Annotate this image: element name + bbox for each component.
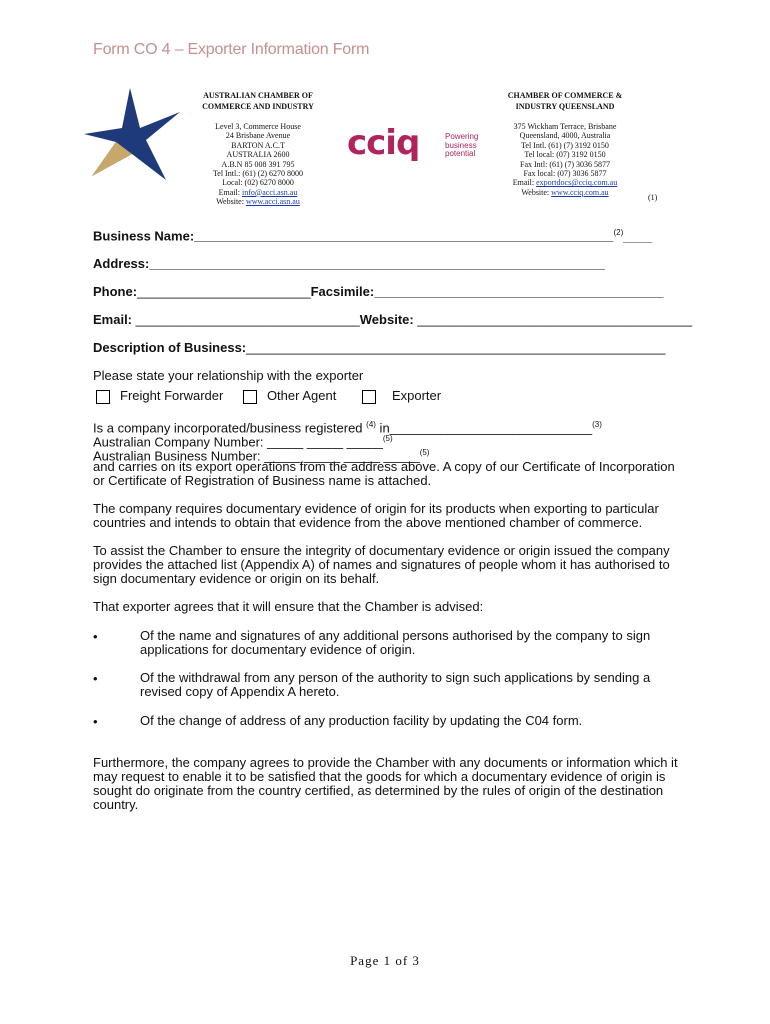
- email-website-row: [93, 312, 692, 327]
- paragraph-4: Furthermore, the company agrees to provide the Chamber with any documents or information which it may request to enable it to be satisfied that the goods for which a documentary evidence of origin is sought do originate from the country certified, as determined by the rules of origin of the destination country.: [93, 755, 678, 812]
- paragraph-1: The company requires documentary evidence of origin for its products when exporting to particular countries and intends to obtain that evidence from the above mentioned chamber of commerce.: [93, 501, 659, 530]
- cciq-wordmark: cciq: [347, 123, 420, 163]
- freight-forwarder-option[interactable]: Freight Forwarder: [96, 388, 223, 403]
- acci-name: AUSTRALIAN CHAMBER OF COMMERCE AND INDUSTRY: [202, 91, 314, 111]
- facsimile-field[interactable]: Facsimile:________________________________________: [310, 284, 664, 299]
- cciq-logo: [347, 123, 487, 167]
- bullet-1-text: Of the name and signatures of any additional persons authorised by the company to sign applications for documentary evidence of origin.: [140, 628, 651, 657]
- website-field[interactable]: Website: ______________________________________: [359, 312, 693, 327]
- other-agent-checkbox[interactable]: [243, 390, 257, 404]
- acci-address: Level 3, Commerce House 24 Brisbane Avenue BARTON A.C.T AUSTRALIA 2600 A.B.N 85 008 391 795 Tel Intl.: (61) (2) 6270 8000 Local: (02) 6270 8000 Email: info@acci.asn.au Website: www.acci.asn.au: [185, 122, 331, 207]
- address-field[interactable]: Address:_______________________________________________________________: [93, 256, 605, 271]
- page-number: Page 1 of 3: [350, 953, 420, 968]
- exporter-option[interactable]: Exporter: [362, 388, 441, 403]
- cciq-name: CHAMBER OF COMMERCE & INDUSTRY QUEENSLAND: [507, 91, 623, 111]
- abn-line: Australian Business Number: _____ _____ _____ _____$^{(5)}$: [93, 448, 430, 464]
- other-agent-option[interactable]: Other Agent: [243, 388, 336, 403]
- bullet-2-marker: •: [93, 671, 98, 686]
- acn-field[interactable]: _____ _____ _____: [267, 434, 383, 450]
- bullet-1-marker: •: [93, 629, 98, 644]
- paragraph-3: That exporter agrees that it will ensure that the Chamber is advised:: [93, 599, 484, 614]
- acci-email-line: Email: info@acci.asn.au: [218, 187, 298, 197]
- abn-field[interactable]: _____ _____ _____ _____: [264, 448, 420, 464]
- cciq-website-link[interactable]: www.cciq.com.au: [551, 187, 609, 197]
- incorporation-country-field[interactable]: ____________________________: [389, 420, 593, 436]
- cciq-website-line: Website: www.cciq.com.au: [521, 187, 609, 197]
- relationship-options: [96, 388, 441, 404]
- business-name-field[interactable]: Business Name:__________________________________________________________$^{(2)}$____: [93, 228, 653, 244]
- cciq-email-link[interactable]: exportdocs@cciq.com.au: [536, 178, 618, 188]
- phone-facsimile-row: [93, 284, 663, 299]
- freight-forwarder-checkbox[interactable]: [96, 390, 110, 404]
- exporter-checkbox[interactable]: [362, 390, 376, 404]
- incorporation-line: Is a company incorporated/business registered $^{(4)}$ in____________________________$^{(3)}$: [93, 420, 602, 436]
- acci-website-link[interactable]: www.acci.asn.au: [245, 197, 300, 207]
- description-field[interactable]: Description of Business:__________________________________________________________: [93, 340, 666, 355]
- cciq-email-line: Email: exportdocs@cciq.com.au: [512, 178, 618, 188]
- bullet-3-text: Of the change of address of any production facility by updating the C04 form.: [140, 713, 583, 728]
- email-field[interactable]: Email: _______________________________: [93, 312, 360, 327]
- paragraph-2: To assist the Chamber to ensure the integrity of documentary evidence or origin issued the company provides the attached list (Appendix A) of names and signatures of people whom it has authorised to sign documentary evidence or origin on its behalf.: [93, 543, 670, 586]
- ref-1: (1): [648, 193, 658, 202]
- bullet-2-text: Of the withdrawal from any person of the authority to sign such applications by sending a revised copy of Appendix A hereto.: [140, 670, 651, 699]
- cciq-address: 375 Wickham Terrace, Brisbane Queensland, 4000, Australia Tel Intl. (61) (7) 3192 0150 Tel local: (07) 3192 0150 Fax Intl: (61) (7) 3036 5877 Fax local: (07) 3036 5877 Email: exportdocs@cciq.com.au Website: www.cciq.com.au: [478, 122, 652, 197]
- acci-star-logo: [82, 86, 182, 186]
- carries-on-text: and carries on its export operations from the address above. A copy of our Certificate of Incorporation or Certificate of Registration of Business name is attached.: [93, 459, 675, 488]
- phone-field[interactable]: Phone:________________________: [93, 284, 311, 299]
- cciq-tagline: Powering business potential: [445, 132, 479, 158]
- form-title: Form CO 4 – Exporter Information Form: [93, 41, 370, 58]
- bullet-3-marker: •: [93, 714, 98, 729]
- acci-email-link[interactable]: info@acci.asn.au: [241, 187, 298, 197]
- relationship-prompt: Please state your relationship with the exporter: [93, 368, 364, 383]
- acci-website-line: Website: www.acci.asn.au: [216, 197, 300, 207]
- acn-line: Australian Company Number: _____ _____ _____$^{(5)}$: [93, 434, 393, 450]
